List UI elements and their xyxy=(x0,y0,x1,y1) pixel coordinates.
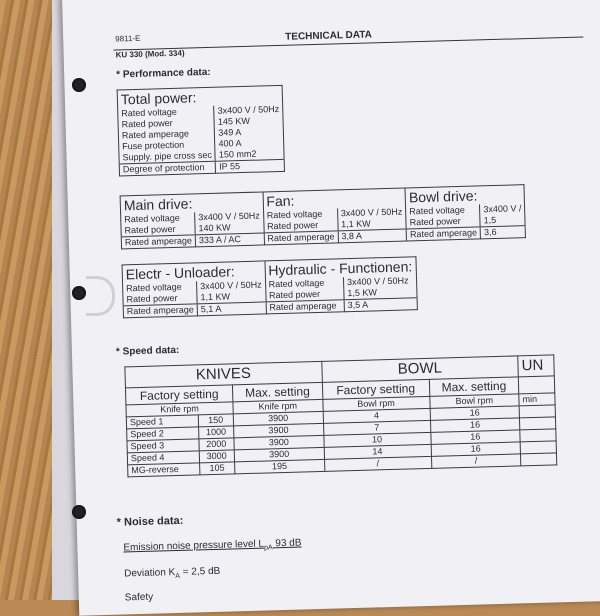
knife-factory-rpm: 105 xyxy=(199,462,235,475)
fan-title: Fan: xyxy=(263,188,406,210)
safety-line: Safety xyxy=(124,591,154,604)
bd-value: 1,5 xyxy=(480,214,525,227)
drives-table xyxy=(120,184,527,249)
ul-value: 3x400 V / 50Hz xyxy=(197,279,266,292)
ul-value: 5,1 A xyxy=(197,302,266,316)
bowl-group-header: BOWL xyxy=(321,356,518,382)
tp-label: Supply. pipe cross sec xyxy=(119,150,216,164)
bowl-drive-title: Bowl drive: xyxy=(405,185,525,207)
fan-value: 3x400 V / 50Hz xyxy=(337,206,406,219)
tp-label: Rated power xyxy=(118,117,215,131)
hy-label: Rated amperage xyxy=(266,300,345,314)
emission-label: Emission noise pressure level L xyxy=(123,538,265,554)
fan-label: Rated voltage xyxy=(263,208,337,221)
deviation-label: Deviation K xyxy=(124,567,176,580)
md-label: Rated voltage xyxy=(121,212,195,225)
performance-heading-text: Performance data: xyxy=(122,66,211,81)
deviation-line xyxy=(124,566,220,582)
hy-value: 1,5 KW xyxy=(344,286,417,300)
tp-label: Rated voltage xyxy=(118,106,215,120)
total-power-table xyxy=(117,85,285,177)
page-title: TECHNICAL DATA xyxy=(285,29,373,43)
hy-label: Rated voltage xyxy=(265,277,344,290)
total-power-title: Total power: xyxy=(117,85,282,108)
bowl-factory-rpm: / xyxy=(324,456,431,471)
speed-label: Speed 3 xyxy=(127,439,199,453)
tp-value: 400 A xyxy=(215,137,284,150)
bowl-max-rpm: 16 xyxy=(430,430,520,444)
bowl-max-header: Max. setting xyxy=(429,377,519,396)
knife-factory-rpm: 1000 xyxy=(198,426,234,439)
tp-value: IP 55 xyxy=(216,159,285,173)
unloader-title: Electr - Unloader: xyxy=(122,261,265,283)
hy-label: Rated power xyxy=(265,288,344,302)
bd-label: Rated voltage xyxy=(406,204,480,217)
knife-factory-rpm: 2000 xyxy=(198,438,234,451)
tp-label: Rated amperage xyxy=(118,128,215,142)
speed-label: MG-reverse xyxy=(128,463,200,477)
bowl-factory-rpm: 7 xyxy=(323,420,430,435)
ul-value: 1,1 KW xyxy=(197,290,266,303)
doc-code: 9811-E xyxy=(115,33,141,44)
binder-hole-bottom xyxy=(72,505,86,519)
knives-factory-header: Factory setting xyxy=(125,385,232,405)
fan-value: 3,8 A xyxy=(338,229,407,243)
md-value: 3x400 V / 50Hz xyxy=(195,210,264,223)
ul-label: Rated amperage xyxy=(123,304,197,318)
document-page xyxy=(62,0,600,616)
noise-heading: * Noise data: xyxy=(116,514,184,529)
bowl-factory-header: Factory setting xyxy=(322,379,429,399)
fan-value: 1,1 KW xyxy=(337,217,406,230)
tp-value: 3x400 V / 50Hz xyxy=(214,104,283,117)
knife-max-rpm: 3900 xyxy=(234,423,324,437)
bowl-max-rpm: 16 xyxy=(430,418,520,432)
tp-value: 145 KW xyxy=(214,115,283,128)
md-value: 333 A / AC xyxy=(195,233,264,247)
knife-factory-rpm: 150 xyxy=(198,414,234,427)
unit-cell: min xyxy=(519,393,555,406)
speed-label: Speed 4 xyxy=(127,451,199,465)
unloader-sub-header xyxy=(518,376,554,394)
speed-label: Speed 1 xyxy=(126,415,198,429)
bd-value: 3,6 xyxy=(480,226,525,239)
performance-heading: * Performance data: xyxy=(116,66,211,81)
md-label: Rated amperage xyxy=(121,235,195,249)
bd-label: Rated amperage xyxy=(406,227,480,241)
unit-cell: Knife rpm xyxy=(233,399,323,413)
speed-table xyxy=(124,354,557,477)
hydraulic-title: Hydraulic - Functionen: xyxy=(265,257,416,280)
md-value: 140 KW xyxy=(195,221,264,234)
bowl-factory-rpm: 10 xyxy=(323,432,430,447)
deviation-subscript: A xyxy=(175,572,181,581)
md-label: Rated power xyxy=(121,223,195,237)
deviation-value: = 2,5 dB xyxy=(182,565,221,578)
unloader-hydraulic-table xyxy=(122,256,418,318)
bowl-max-rpm: 16 xyxy=(430,406,520,420)
emission-value: 93 dB xyxy=(275,537,302,550)
speed-heading: * Speed data: xyxy=(115,344,180,358)
unit-cell: Bowl rpm xyxy=(429,394,519,408)
bowl-max-rpm: / xyxy=(431,454,521,468)
tp-label: Degree of protection xyxy=(119,161,216,176)
bd-value: 3x400 V / xyxy=(480,203,525,215)
ul-label: Rated power xyxy=(123,292,197,306)
speed-label: Speed 2 xyxy=(127,427,199,441)
fan-label: Rated power xyxy=(263,219,337,233)
bowl-max-rpm: 16 xyxy=(431,442,521,456)
noise-heading-text: Noise data: xyxy=(123,514,184,529)
tp-label: Fuse protection xyxy=(119,139,216,153)
emission-line xyxy=(123,538,301,556)
unloader-cell xyxy=(521,453,557,466)
knife-max-rpm: 3900 xyxy=(234,435,324,449)
tp-value: 150 mm2 xyxy=(215,148,284,161)
emission-subscript: pA xyxy=(264,544,273,552)
binder-hole-top xyxy=(72,78,86,92)
bowl-factory-rpm: 14 xyxy=(324,444,431,459)
knife-factory-rpm: 3000 xyxy=(199,450,235,463)
knives-max-header: Max. setting xyxy=(232,382,322,401)
fan-label: Rated amperage xyxy=(264,231,338,245)
unloader-cell xyxy=(520,417,556,430)
model-label: KU 330 (Mod. 334) xyxy=(115,48,185,60)
unit-cell: Knife rpm xyxy=(126,402,233,417)
unloader-cell xyxy=(520,429,556,442)
hy-value: 3,5 A xyxy=(344,298,417,312)
knife-max-rpm: 3900 xyxy=(233,411,323,425)
tp-value: 349 A xyxy=(215,126,284,139)
unloader-cell xyxy=(520,441,556,454)
ul-label: Rated voltage xyxy=(123,281,197,294)
knives-group-header: KNIVES xyxy=(125,361,322,387)
hy-value: 3x400 V / 50Hz xyxy=(343,275,416,288)
speed-heading-text: Speed data: xyxy=(122,344,180,358)
unloader-group-header: UN xyxy=(518,355,554,377)
knife-max-rpm: 195 xyxy=(235,459,325,473)
unit-cell: Bowl rpm xyxy=(322,396,429,411)
main-drive-title: Main drive: xyxy=(120,192,263,214)
bd-label: Rated power xyxy=(406,215,480,229)
knife-max-rpm: 3900 xyxy=(234,447,324,461)
binder-hole-middle xyxy=(72,286,86,300)
bowl-factory-rpm: 4 xyxy=(323,408,430,423)
unloader-cell xyxy=(519,405,555,418)
